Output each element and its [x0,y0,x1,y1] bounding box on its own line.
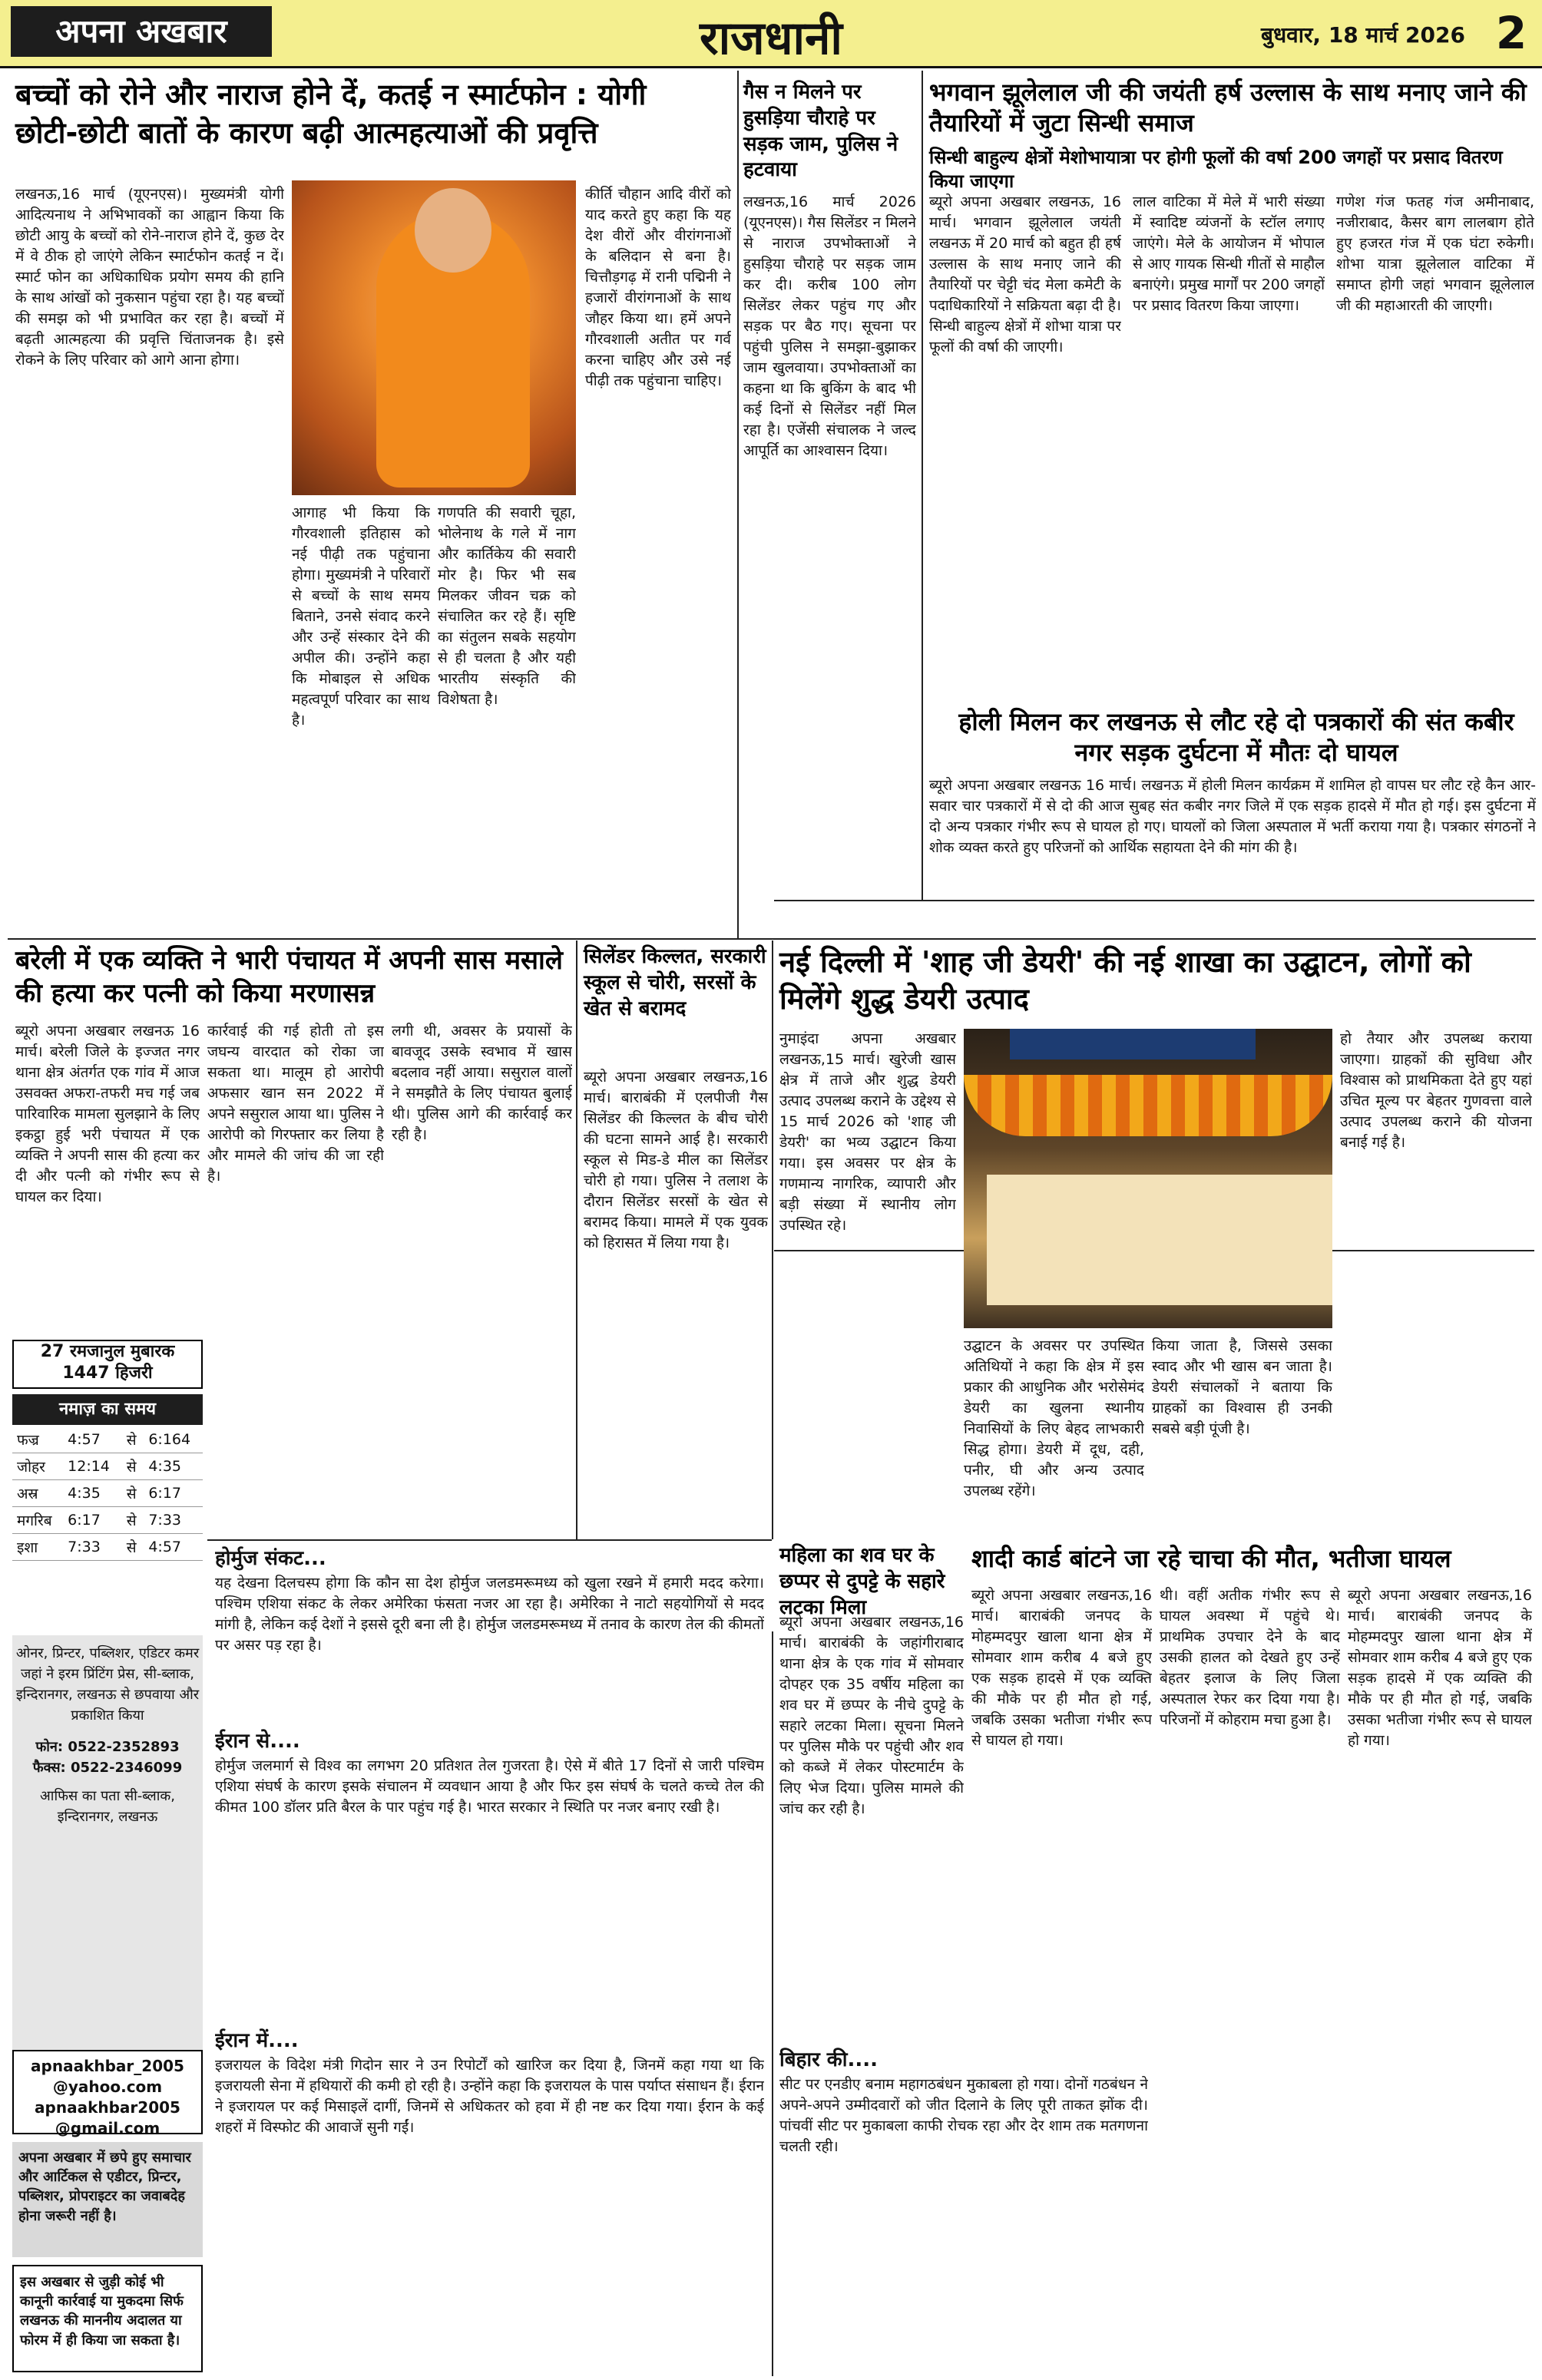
bareilly-body-col2: कार्रवाई की गई होती तो इस जघन्य वारदात को रोका जा सकता था। मालूम हो आरोपी अफसार खान सन 2022 में अपने ससुराल आया था। पुलिस ने आरोपी को गिरफ्तार कर लिया है और मामले की जांच की जा रही है। [207,1023,384,1185]
email-gmail-domain: @gmail.com [55,2119,160,2137]
namaz-name: मगरिब [12,1507,63,1534]
namaz-row: फज्र 4:57 से 6:164 [12,1426,203,1453]
row-divider [207,1539,772,1541]
holi-body: ब्यूरो अपना अखबार लखनऊ 16 मार्च। लखनऊ में होली मिलन कार्यक्रम में शामिल हो वापस घर लौट रहे कैन आर-सवार चार पत्रकारों में से दो की आज सुबह संत कबीर नगर जिले में एक सड़क हादसे में मौत हो गई। इस दुर्घटना में दो अन्य पत्रकार गंभीर रूप से घायल हो गए। घायलों को जिला अस्पताल में भर्ती कराया गया है। पत्रकार संगठनों ने शोक व्यक्त करते हुए परिजनों को आर्थिक सहायता देने की मांग की है। [929,777,1536,856]
namaz-row: जोहर 12:14 से 4:35 [12,1453,203,1480]
email-yahoo-domain: @yahoo.com [52,2078,163,2096]
column-divider [576,940,577,1539]
ramzan-line1: 27 रमजानुल मुबारक [40,1342,175,1361]
jhulelal-headline: भगवान झूलेलाल जी की जयंती हर्ष उल्लास के साथ मनाए जाने की तैयारियों में जुटा सिन्धी समाज [929,78,1527,137]
column-divider [772,940,773,1539]
dairy-counter [987,1175,1332,1305]
namaz-start: 12:14 [63,1453,122,1480]
email-box [12,2050,203,2137]
namaz-start: 4:35 [63,1480,122,1507]
page-number: 2 [1481,0,1542,66]
bareilly-body-col1: ब्यूरो अपना अखबार लखनऊ 16 मार्च। बरेली जिले के इज्जत नगर थाना क्षेत्र अंतर्गत एक गांव में आज उसवक्त अफरा-तफरी मच गई जब पारिवारिक मामला सुलझाने के लिए इकट्ठा हुई भरी पंचायत में एक व्यक्ति ने अपनी सास की हत्या कर दी और पत्नी को गंभीर रूप से घायल कर दिया। [15,1023,200,1205]
shadi-body-col1: ब्यूरो अपना अखबार लखनऊ,16 मार्च। बाराबंकी जनपद के मोहम्मदपुर खाला थाना क्षेत्र में सोमवार शाम करीब 4 बजे हुए एक सड़क हादसे में एक व्यक्ति की मौके पर ही मौत हो गई, जबकि उसका भतीजा गंभीर रूप से घायल हो गया। [971,1587,1152,1749]
yogi-body-col1: लखनऊ,16 मार्च (यूएनएस)। मुख्यमंत्री योगी आदित्यनाथ ने अभिभावकों का आह्वान किया कि छोटी आयु के बच्चों को रोने-नाराज होने दें, कुछ देर में वे ठीक हो जाएंगे लेकिन स्मार्टफोन कतई न दें। स्मार्ट फोन का अधिकाधिक प्रयोग समय की हानि के साथ आंखों को नुकसान पहुंचा रहा है। यह बच्चों की समझ को भी प्रभावित कर रहा है। बच्चों में बढ़ती आत्महत्या की प्रवृत्ति चिंताजनक है। इसे रोकने के लिए परिवार को आगे आना होगा। [15,186,284,369]
dairy-body-col3: किया जाता है, जिससे उसका स्वाद और भी खास बन जाता है। डेयरी संचालकों ने बताया कि ग्राहकों का विश्वास ही उनकी सबसे बड़ी पूंजी है। [1152,1337,1332,1437]
bihar-section [779,2046,1148,2372]
namaz-table [12,1426,203,1561]
section-title: राजधानी [700,12,842,65]
bihar-body: सीट पर एनडीए बनाम महागठबंधन मुकाबला हो गया। दोनों गठबंधन ने अपने-अपने उम्मीदवारों को जीत दिलाने के लिए पूरी ताकत झोंक दी। पांचवीं सीट पर मुकाबला काफी रोचक रहा और देर शाम तक मतगणना चलती रही। [779,2075,1148,2155]
namaz-end: 6:17 [144,1480,203,1507]
masthead-rule [0,66,1542,68]
namaz-end: 4:35 [144,1453,203,1480]
namaz-end: 4:57 [144,1534,203,1561]
dairy-body-col1: नुमाइंदा अपना अखबार लखनऊ,15 मार्च। खुरेजी खास क्षेत्र में ताजे और शुद्ध डेयरी उत्पाद उपलब्ध कराने के उद्देश्य से 15 मार्च 2026 को 'शाह जी डेयरी' का भव्य उद्घाटन किया गया। इस अवसर पर क्षेत्र के गणमान्य नागरिक, व्यापारी और बड़ी संख्या में स्थानीय लोग उपस्थित रहे। [779,1030,956,1234]
dairy-body-col4: हो तैयार और उपलब्ध कराया जाएगा। ग्राहकों की सुविधा और विश्वास को प्राथमिकता देते हुए यहां उचित मूल्य पर बेहतर गुणवत्ता वाले उत्पाद उपलब्ध कराने की योजना बनाई गई है। [1340,1030,1532,1151]
imprint-office: आफिस का पता सी-ब्लाक, इन्दिरानगर, लखनऊ [40,1788,175,1825]
hormuz-heading: होर्मुज संकट... [215,1547,326,1570]
column-divider [922,71,923,900]
gas-headline: गैस न मिलने पर हुसड़िया चौराहे पर सड़क जाम, पुलिस ने हटवाया [743,81,898,182]
cylinder-body: ब्यूरो अपना अखबार लखनऊ,16 मार्च। बाराबंकी में एलपीजी गैस सिलेंडर की किल्लत के बीच चोरी की घटना सामने आई है। सरकारी स्कूल से मिड-डे मील का सिलेंडर चोरी हो गया। पुलिस ने तलाश के दौरान सिलेंडर सरसों के खेत से बरामद किया। मामले में एक युवक को हिरासत में लिया गया है। [584,1069,768,1251]
namaz-start: 7:33 [63,1534,122,1561]
jhulelal-body-col3: गणेश गंज फतह गंज अमीनाबाद, नजीराबाद, कैसर बाग लालबाग होते हुए हजरत गंज में एक घंटा रुकेगी। शोभा यात्रा झूलेलाल वाटिका में समाप्त होगी जहां भगवान झूलेलाल जी की महाआरती की जाएगी। [1336,193,1534,314]
namaz-row: मगरिब 6:17 से 7:33 [12,1507,203,1534]
yogi-body-col2: आगाह भी किया कि गौरवशाली इतिहास को नई पीढ़ी तक पहुंचाना होगा। मुख्यमंत्री ने परिवारों से बच्चों के साथ समय बिताने, उनसे संवाद करने और उन्हें संस्कार देने की अपील की। उन्होंने कहा कि मोबाइल से अधिक महत्वपूर्ण परिवार का साथ है। [292,504,430,729]
yogi-face [415,188,491,273]
yogi-headline: बच्चों को रोने और नाराज होने दें, कतई न स्मार्टफोन : योगी [15,78,647,111]
shadi-body-col2: थी। वहीं अतीक गंभीर रूप से घायल अवस्था में पहुंचे थे। प्राथमिक उपचार देने के बाद उसकी हालत को देखते हुए उन्हें बेहतर इलाज के लिए जिला अस्पताल रेफर कर दिया गया है। परिजनों में कोहराम मचा हुआ है। [1160,1587,1340,1728]
shadi-body-col3: ब्यूरो अपना अखबार लखनऊ,16 मार्च। बाराबंकी जनपद के मोहम्मदपुर खाला थाना क्षेत्र में सोमवार शाम करीब 4 बजे हुए एक सड़क हादसे में एक व्यक्ति की मौके पर ही मौत हो गई, जबकि उसका भतीजा गंभीर रूप से घायल हो गया। [1348,1587,1532,1749]
dairy-signboard [1010,1029,1256,1059]
iranme-body: इजरायल के विदेश मंत्री गिदोन सार ने उन रिपोर्टों को खारिज कर दिया है, जिनमें कहा गया था कि इजरायली सेना में हथियारों की कमी हो रही है। उन्होंने कहा कि इजरायल के पास पर्याप्त संसाधन हैं। ईरान ने इजरायल पर कई मिसाइलें दागीं, जिनमें से अधिकतर को हवा में ही नष्ट कर दिया गया। ईरान के कई शहरों में विस्फोट की आवाजें सुनी गईं। [215,2056,764,2136]
disclaimer-notice: अपना अखबार में छपे हुए समाचार और आर्टिकल से एडीटर, प्रिन्टर, पब्लिशर, प्रोपराइटर का जवाबदेह होना जरूरी नहीं है। [12,2142,203,2257]
yogi-photo [292,180,576,495]
namaz-row: इशा 7:33 से 4:57 [12,1534,203,1561]
jhulelal-subhead: सिन्धी बाहुल्य क्षेत्रों मेशोभायात्रा पर होगी फूलों की वर्षा 200 जगहों पर प्रसाद वितरण किया जाएगा [929,147,1503,193]
row-divider [8,938,1536,940]
bareilly-body-col3: लगी थी, अवसर के प्रयासों के बावजूद उसके स्वभाव में खास बदलाव नहीं आया। ससुराल वालों ने समझौते के लिए पंचायत बुलाई थी। पुलिस आगे की कार्रवाई कर रही है। [392,1023,572,1143]
mahila-headline: महिला का शव घर के छप्पर से दुपट्टे के सहारे लटका मिला [779,1544,945,1619]
dairy-garland [964,1075,1332,1136]
namaz-name: जोहर [12,1453,63,1480]
imprint-phone: फोन: 0522-2352893 [35,1739,180,1755]
masthead [0,0,1542,66]
ramzan-date-box [12,1340,203,1389]
namaz-start: 6:17 [63,1507,122,1534]
hormuz-body: यह देखना दिलचस्प होगा कि कौन सा देश होर्मुज जलडमरूमध्य को खुला रखने में हमारी मदद करेगा। पश्चिम एशिया संकट के लेकर अमेरिका फंसता नजर आ रहा है। अमेरिका ने नाटो सहयोगियों से मदद मांगी है, लेकिन कई देशों ने इससे दूरी बना ली है। होर्मुज जलडमरूमध्य में तनाव के कारण तेल की कीमतों पर असर पड़ रहा है। [215,1574,764,1654]
holi-headline: होली मिलन कर लखनऊ से लौट रहे दो पत्रकारों की संत कबीर नगर सड़क दुर्घटना में मौतः दो घायल [958,707,1514,767]
brand-logo: अपना अखबार [11,6,272,57]
iranme-heading: ईरान में.... [215,2029,299,2052]
namaz-end: 7:33 [144,1507,203,1534]
iran-heading: ईरान से.... [215,1730,300,1753]
column-divider [737,71,739,938]
namaz-name: इशा [12,1534,63,1561]
imprint-text: ओनर, प्रिन्टर, पब्लिशर, एडिटर कमर जहां ने इरम प्रिंटिंग प्रेस, सी-ब्लाक, इन्दिरानगर, लखनऊ से छपवाया और प्रकाशित किया [15,1645,200,1724]
issue-date: बुधवार, 18 मार्च 2026 [1260,22,1465,48]
shadi-headline: शादी कार्ड बांटने जा रहे चाचा की मौत, भतीजा घायल [971,1544,1451,1573]
bareilly-headline: बरेली में एक व्यक्ति ने भारी पंचायत में अपनी सास मसाले की हत्या कर पत्नी को किया मरणासन्न [15,945,563,1009]
namaz-title: नमाज़ का समय [12,1394,203,1425]
ramzan-line2: 1447 हिजरी [62,1364,153,1383]
cylinder-headline: सिलेंडर किल्लत, सरकारी स्कूल से चोरी, सरसों के खेत से बरामद [584,945,766,1020]
mahila-body: ब्यूरो अपना अखबार लखनऊ,16 मार्च। बाराबंकी के जहांगीराबाद थाना क्षेत्र के एक गांव में सोमवार दोपहर एक 35 वर्षीय महिला का शव घर में छप्पर के नीचे दुपट्टे के सहारे लटका मिला। सूचना मिलने पर पुलिस मौके पर पहुंची और शव को कब्जे में लेकर पोस्टमार्टम के लिए भेज दिया। पुलिस मामले की जांच कर रही है। [779,1614,964,1817]
hormuz-section [215,1545,764,1721]
jurisdiction-notice: इस अखबार से जुड़ी कोई भी कानूनी कार्रवाई या मुकदमा सिर्फ लखनऊ की माननीय अदालत या फोरम में ही किया जा सकता है। [12,2265,203,2372]
namaz-start: 4:57 [63,1426,122,1453]
gas-body: लखनऊ,16 मार्च 2026 (यूएनएस)। गैस सिलेंडर न मिलने से नाराज उपभोक्ताओं ने हुसड़िया चौराहे पर सड़क जाम कर दी। करीब 100 लोग सिलेंडर लेकर पहुंच गए और सड़क पर बैठ गए। सूचना पर पहुंची पुलिस ने समझा-बुझाकर जाम खुलवाया। उपभोक्ताओं का कहना था कि बुकिंग के बाद भी कई दिनों से सिलेंडर नहीं मिल रहा है। एजेंसी संचालक ने जल्द आपूर्ति का आश्वासन दिया। [743,193,916,459]
namaz-name: फज्र [12,1426,63,1453]
yogi-body-col4: कीर्ति चौहान आदि वीरों को याद करते हुए कहा कि यह देश वीरों और वीरांगनाओं के बलिदान से बना है। चित्तौड़गढ़ में रानी पद्मिनी ने हजारों वीरांगनाओं के साथ जौहर किया था। हमें अपने गौरवशाली अतीत पर गर्व करना चाहिए और उसे नई पीढ़ी तक पहुंचाना चाहिए। [585,186,731,389]
dairy-headline: नई दिल्ली में 'शाह जी डेयरी' की नई शाखा का उद्घाटन, लोगों को मिलेंगे शुद्ध डेयरी उत्पाद [779,945,1471,1016]
namaz-row: अस्र 4:35 से 6:17 [12,1480,203,1507]
iranme-section [215,2027,764,2372]
iran-body: होर्मुज जलमार्ग से विश्व का लगभग 20 प्रतिशत तेल गुजरता है। ऐसे में बीते 17 दिनों से जारी पश्चिम एशिया संघर्ष के कारण इसके संचालन में व्यवधान आया है और फिर इस संघर्ष के चलते कच्चे तेल की कीमत 100 डॉलर प्रति बैरल के पार पहुंच गई है। भारत सरकार ने स्थिति पर नजर बनाए रखी है। [215,1757,764,1816]
email-yahoo-user: apnaakhbar_2005 [31,2057,184,2075]
jhulelal-body-col2: लाल वाटिका में मेले में भारी संख्या में स्वादिष्ट व्यंजनों के स्टॉल लगाए जाएंगे। मेले के आयोजन में भोपाल से आए गायक सिन्धी गीतों से माहौल बनाएंगे। प्रमुख मार्गों पर 200 जगहों पर प्रसाद वितरण किया जाएगा। [1133,193,1325,314]
iran-section [215,1727,764,2019]
namaz-end: 6:164 [144,1426,203,1453]
yogi-subhead: छोटी-छोटी बातों के कारण बढ़ी आत्महत्याओं की प्रवृत्ति [15,116,598,150]
yogi-body-col3: गणपति की सवारी चूहा, भोलेनाथ के गले में नाग और कार्तिकेय की सवारी मोर है। फिर भी सब मिलकर जीवन चक्र को संचालित कर रहे हैं। सृष्टि का संतुलन सबके सहयोग से ही चलता है और यही भारतीय संस्कृति की विशेषता है। [438,504,576,708]
email-gmail-user: apnaakhbar2005 [35,2098,180,2117]
imprint-fax: फैक्स: 0522-2346099 [32,1760,183,1776]
imprint-box [12,1635,203,2050]
jhulelal-body-col1: ब्यूरो अपना अखबार लखनऊ, 16 मार्च। भगवान झूलेलाल जयंती लखनऊ में 20 मार्च को बहुत ही हर्ष उल्लास के साथ मनाए जाने की तैयारियों पर चेट्टी चंद मेला कमेटी के पदाधिकारियों ने सक्रियता बढ़ा दी है। सिन्धी बाहुल्य क्षेत्रों में शोभा यात्रा पर फूलों की वर्षा की जाएगी। [929,193,1121,355]
bihar-heading: बिहार की.... [779,2048,879,2071]
dairy-photo [964,1029,1332,1328]
namaz-name: अस्र [12,1480,63,1507]
dairy-body-col2: उद्घाटन के अवसर पर उपस्थित अतिथियों ने कहा कि क्षेत्र में इस प्रकार की आधुनिक और भरोसेमंद डेयरी का खुलना स्थानीय निवासियों के लिए बेहद लाभकारी सिद्ध होगा। डेयरी में दूध, दही, पनीर, घी और अन्य उत्पाद उपलब्ध रहेंगे। [964,1337,1144,1499]
column-divider [772,1631,773,2376]
